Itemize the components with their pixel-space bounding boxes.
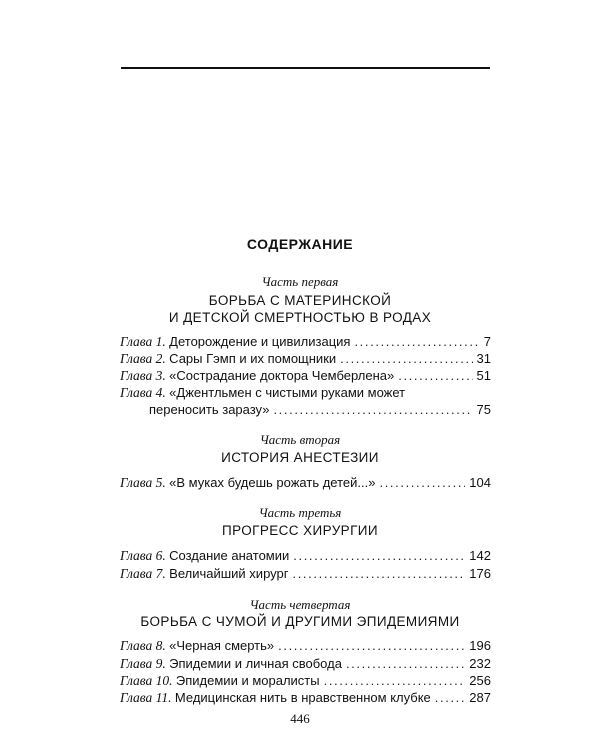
- chapter-number: Глава 5.: [120, 475, 166, 490]
- dot-leader: [354, 334, 479, 349]
- chapter-title: Создание анатомии: [169, 548, 290, 563]
- dot-leader: [435, 690, 466, 705]
- part-1-label: Часть первая: [261, 274, 339, 289]
- chapter-title: Эпидемии и моралисты: [175, 673, 320, 688]
- page-number: 142: [469, 548, 491, 563]
- toc-entry-chapter-7[interactable]: [120, 566, 491, 583]
- part-3-heading: ПРОГРЕСС ХИРУРГИИ: [222, 523, 378, 538]
- dot-leader: [278, 638, 465, 653]
- page-number: 7: [483, 334, 491, 349]
- part-1-heading-line-1: БОРЬБА С МАТЕРИНСКОЙ: [208, 293, 392, 308]
- dot-leader: [292, 566, 465, 581]
- toc-entry-chapter-1[interactable]: [120, 334, 491, 351]
- chapter-number: Глава 2.: [120, 351, 166, 366]
- chapter-title: Эпидемии и личная свобода: [169, 656, 342, 671]
- page-number: 232: [469, 656, 491, 671]
- toc-entry-chapter-3[interactable]: [120, 368, 491, 385]
- page-number: 75: [476, 402, 491, 417]
- chapter-number: Глава 8.: [120, 638, 166, 653]
- page-number: 287: [469, 690, 491, 705]
- chapter-number: Глава 3.: [120, 368, 166, 383]
- toc-title: СОДЕРЖАНИЕ: [246, 236, 354, 252]
- toc-entry-chapter-11[interactable]: [120, 690, 491, 707]
- part-2-heading: ИСТОРИЯ АНЕСТЕЗИИ: [221, 450, 379, 465]
- toc-entry-chapter-6[interactable]: [120, 548, 491, 565]
- chapter-title: «В муках будешь рожать детей...»: [169, 475, 376, 490]
- toc-entry-chapter-5[interactable]: [120, 475, 491, 492]
- part-3-label: Часть третья: [258, 505, 342, 520]
- chapter-title: Медицинская нить в нравственном клубке: [174, 690, 431, 705]
- page-number: 104: [469, 475, 491, 490]
- dot-leader: [273, 402, 472, 417]
- chapter-title: «Сострадание доктора Чемберлена»: [169, 368, 395, 383]
- page-number: 196: [469, 638, 491, 653]
- chapter-title: «Черная смерть»: [169, 638, 275, 653]
- chapter-number: Глава 1.: [120, 334, 166, 349]
- toc-entry-chapter-4-continued[interactable]: [149, 402, 491, 419]
- chapter-title: Сары Гэмп и их помощники: [169, 351, 337, 366]
- part-1-heading-line-2: И ДЕТСКОЙ СМЕРТНОСТЬЮ В РОДАХ: [168, 310, 432, 325]
- top-rule: [121, 67, 490, 69]
- chapter-number: Глава 9.: [120, 656, 166, 671]
- dot-leader: [379, 475, 465, 490]
- chapter-title: Деторождение и цивилизация: [169, 334, 351, 349]
- page-number: 51: [476, 368, 491, 383]
- dot-leader: [398, 368, 472, 383]
- dot-leader: [346, 656, 465, 671]
- part-2-label: Часть вторая: [259, 432, 341, 447]
- page-number: 176: [469, 566, 491, 581]
- chapter-title-continued: переносить заразу»: [149, 402, 270, 417]
- toc-entry-chapter-9[interactable]: [120, 656, 491, 673]
- chapter-number: Глава 10.: [120, 673, 173, 688]
- chapter-number: Глава 11.: [120, 690, 172, 705]
- chapter-title: Величайший хирург: [169, 566, 289, 581]
- page-number: 31: [476, 351, 491, 366]
- page-footer-number: 446: [290, 711, 310, 726]
- toc-entry-chapter-4[interactable]: [120, 385, 491, 402]
- toc-entry-chapter-8[interactable]: [120, 638, 491, 655]
- toc-entry-chapter-2[interactable]: [120, 351, 491, 368]
- chapter-number: Глава 6.: [120, 548, 166, 563]
- chapter-title: «Джентльмен с чистыми руками может: [169, 385, 406, 400]
- chapter-number: Глава 7.: [120, 566, 166, 581]
- dot-leader: [293, 548, 465, 563]
- chapter-number: Глава 4.: [120, 385, 166, 400]
- dot-leader: [340, 351, 472, 366]
- dot-leader: [324, 673, 466, 688]
- part-4-label: Часть четвертая: [249, 597, 351, 612]
- toc-entry-chapter-10[interactable]: [120, 673, 491, 690]
- part-4-heading: БОРЬБА С ЧУМОЙ И ДРУГИМИ ЭПИДЕМИЯМИ: [140, 614, 460, 629]
- page-number: 256: [469, 673, 491, 688]
